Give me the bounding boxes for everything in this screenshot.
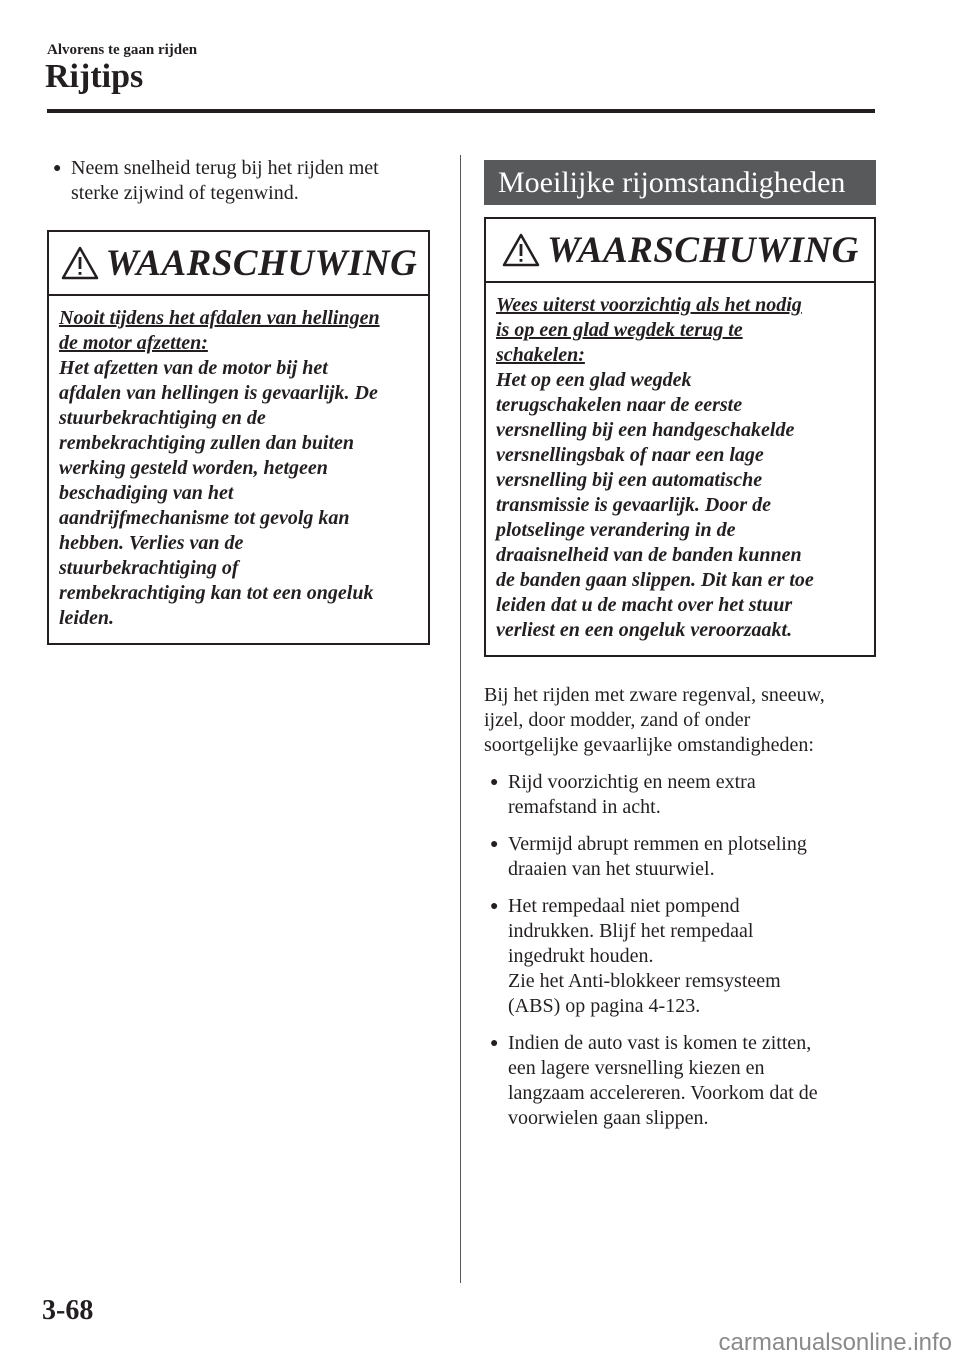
bullet-icon: ● [490, 899, 499, 914]
bullet-item [484, 1031, 876, 1131]
warning-body [49, 296, 428, 643]
bullet-text: (ABS) op pagina 4-123. [508, 995, 701, 1017]
bullet-icon: ● [53, 161, 62, 176]
warning-text: beschadiging van het [59, 482, 234, 504]
warning-triangle-icon [60, 245, 100, 281]
warning-header [49, 232, 428, 296]
bullet-text: Zie het Anti-blokkeer remsysteem [508, 970, 781, 992]
bullet-text: Vermijd abrupt remmen en plotseling [508, 833, 807, 855]
section-label: Alvorens te gaan rijden [47, 42, 198, 58]
warning-triangle-icon [501, 232, 541, 268]
bullet-text: indrukken. Blijf het rempedaal [508, 920, 754, 942]
warning-text: transmissie is gevaarlijk. Door de [496, 494, 772, 516]
paragraph-line: Bij het rijden met zware regenval, sneeuw, [484, 684, 825, 706]
warning-text: stuurbekrachtiging en de [59, 407, 266, 429]
left-column [47, 156, 430, 645]
bullet-item [47, 156, 430, 206]
warning-text: verliest en een ongeluk veroorzaakt. [496, 619, 793, 641]
bullet-item [484, 832, 876, 882]
bullet-text: voorwielen gaan slippen. [508, 1107, 709, 1129]
warning-body [486, 283, 874, 655]
bullet-text: sterke zijwind of tegenwind. [71, 182, 299, 204]
warning-text: werking gesteld worden, hetgeen [59, 457, 328, 479]
warning-text: draaisnelheid van de banden kunnen [496, 544, 802, 566]
warning-text: rembekrachtiging zullen dan buiten [59, 432, 355, 454]
warning-lead: is op een glad wegdek terug te [496, 319, 743, 341]
bullet-icon: ● [490, 1036, 499, 1051]
warning-box [484, 217, 876, 657]
topic-heading: Moeilijke rijomstandigheden [484, 160, 876, 205]
warning-title: WAARSCHUWING [105, 242, 418, 284]
warning-text: versnelling bij een automatische [496, 469, 763, 491]
page-number: 3-68 [42, 1295, 94, 1326]
warning-text: plotselinge verandering in de [496, 519, 736, 541]
warning-lead: schakelen: [496, 344, 585, 366]
column-divider [460, 155, 461, 1283]
watermark: carmanualsonline.info [718, 1329, 952, 1356]
bullet-item [484, 770, 876, 820]
warning-header [486, 219, 874, 283]
bullet-text: Het rempedaal niet pompend [508, 895, 740, 917]
bullet-text: draaien van het stuurwiel. [508, 858, 715, 880]
bullet-text: een lagere versnelling kiezen en [508, 1057, 765, 1079]
warning-text: versnelling bij een handgeschakelde [496, 419, 795, 441]
warning-lead: Wees uiterst voorzichtig als het nodig [496, 294, 802, 316]
bullet-item [484, 894, 876, 1019]
warning-text: afdalen van hellingen is gevaarlijk. De [59, 382, 378, 404]
warning-text: versnellingsbak of naar een lage [496, 444, 764, 466]
bullet-text: ingedrukt houden. [508, 945, 654, 967]
warning-text: hebben. Verlies van de [59, 532, 244, 554]
warning-text: Het op een glad wegdek [496, 369, 692, 391]
right-column [484, 160, 876, 1143]
bullet-icon: ● [490, 837, 499, 852]
bullet-icon: ● [490, 775, 499, 790]
bullet-text: langzaam accelereren. Voorkom dat de [508, 1082, 818, 1104]
warning-lead: de motor afzetten: [59, 332, 208, 354]
paragraph-line: soortgelijke gevaarlijke omstandigheden: [484, 734, 814, 756]
warning-text: rembekrachtiging kan tot een ongeluk [59, 582, 374, 604]
warning-text: aandrijfmechanisme tot gevolg kan [59, 507, 350, 529]
page-title: Rijtips [45, 58, 144, 95]
header-rule [47, 109, 875, 113]
warning-text: de banden gaan slippen. Dit kan er toe [496, 569, 814, 591]
warning-text: leiden dat u de macht over het stuur [496, 594, 793, 616]
warning-text: stuurbekrachtiging of [59, 557, 239, 579]
warning-title: WAARSCHUWING [547, 229, 859, 271]
bullet-text: remafstand in acht. [508, 796, 661, 818]
paragraph-line: ijzel, door modder, zand of onder [484, 709, 751, 731]
warning-text: terugschakelen naar de eerste [496, 394, 743, 416]
bullet-text: Rijd voorzichtig en neem extra [508, 771, 756, 793]
warning-text: Het afzetten van de motor bij het [59, 357, 328, 379]
warning-box [47, 230, 430, 645]
warning-text: leiden. [59, 607, 114, 629]
intro-paragraph [484, 683, 876, 758]
bullet-text: Neem snelheid terug bij het rijden met [71, 157, 379, 179]
warning-lead: Nooit tijdens het afdalen van hellingen [59, 307, 380, 329]
bullet-text: Indien de auto vast is komen te zitten, [508, 1032, 812, 1054]
